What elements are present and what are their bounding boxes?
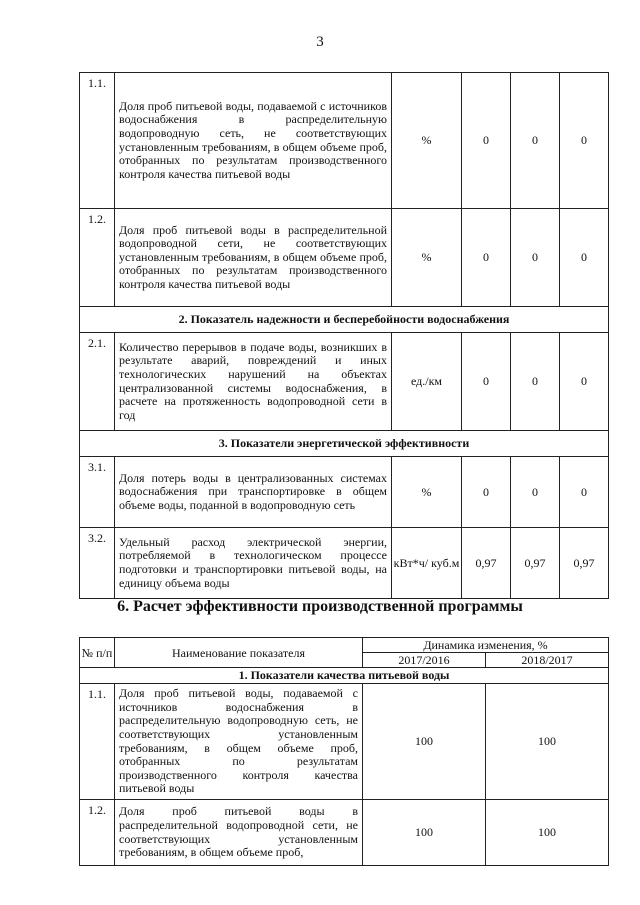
value-cell: 0 xyxy=(560,457,609,528)
header-dynamics: Динамика изменения, % xyxy=(363,638,609,653)
section-title: 2. Показатель надежности и бесперебойности водоснабжения xyxy=(80,307,609,333)
value-cell: 0 xyxy=(560,209,609,307)
unit-cell: % xyxy=(392,457,462,528)
header-row xyxy=(80,638,609,653)
table-row xyxy=(80,209,609,307)
value-cell: 100 xyxy=(363,800,486,866)
value-cell: 0 xyxy=(462,73,511,209)
value-cell: 100 xyxy=(486,800,609,866)
section-row xyxy=(80,307,609,333)
row-number: 1.1. xyxy=(80,684,115,800)
value-cell: 100 xyxy=(486,684,609,800)
value-cell: 0 xyxy=(560,73,609,209)
unit-cell: % xyxy=(392,73,462,209)
header-name: Наименование показателя xyxy=(115,638,363,668)
section-row xyxy=(80,431,609,457)
section-title: 1. Показатели качества питьевой воды xyxy=(80,668,609,684)
table-row xyxy=(80,800,609,866)
indicators-table xyxy=(79,72,609,599)
table-row xyxy=(80,73,609,209)
indicator-name: Доля проб питьевой воды в распределительной водопроводной сети, не соответствующих установленным требованиям, в общем объеме проб, отобранных по результатам производственного контроля качества питьевой воды xyxy=(115,209,392,307)
header-year-2: 2018/2017 xyxy=(486,653,609,668)
value-cell: 0 xyxy=(511,209,560,307)
row-number: 3.1. xyxy=(80,457,115,528)
row-number: 3.2. xyxy=(80,528,115,599)
value-cell: 0 xyxy=(462,333,511,431)
section-heading: 6. Расчет эффективности производственной программы xyxy=(117,598,523,615)
table-row xyxy=(80,457,609,528)
header-number: № п/п xyxy=(80,638,115,668)
value-cell: 0 xyxy=(462,209,511,307)
table-row xyxy=(80,684,609,800)
indicator-name: Доля проб питьевой воды в распределительной водопроводной сети, не соответствующих установленным требованиям, в общем объеме проб, xyxy=(115,800,363,866)
indicator-name: Удельный расход электрической энергии, потребляемой в технологическом процессе подготовки и транспортировки питьевой воды, на единицу объема воды xyxy=(115,528,392,599)
unit-cell: % xyxy=(392,209,462,307)
indicator-name: Доля потерь воды в централизованных системах водоснабжения при транспортировке в общем объеме воды, поданной в водопроводную сеть xyxy=(115,457,392,528)
header-year-1: 2017/2016 xyxy=(363,653,486,668)
unit-cell: кВт*ч/ куб.м xyxy=(392,528,462,599)
row-number: 1.2. xyxy=(80,209,115,307)
table-row xyxy=(80,528,609,599)
section-row xyxy=(80,668,609,684)
section-title: 3. Показатели энергетической эффективности xyxy=(80,431,609,457)
value-cell: 0 xyxy=(511,73,560,209)
row-number: 1.1. xyxy=(80,73,115,209)
value-cell: 0 xyxy=(511,457,560,528)
value-cell: 0,97 xyxy=(560,528,609,599)
value-cell: 0 xyxy=(511,333,560,431)
value-cell: 0 xyxy=(462,457,511,528)
unit-cell: ед./км xyxy=(392,333,462,431)
indicator-name: Количество перерывов в подаче воды, возникших в результате аварий, повреждений и иных технологических нарушений на объектах централизованной системы водоснабжения, в расчете на протяженность водопроводной сети в год xyxy=(115,333,392,431)
value-cell: 0,97 xyxy=(462,528,511,599)
row-number: 1.2. xyxy=(80,800,115,866)
page-number: 3 xyxy=(316,34,324,50)
efficiency-table xyxy=(79,637,609,866)
row-number: 2.1. xyxy=(80,333,115,431)
table-row xyxy=(80,333,609,431)
indicator-name: Доля проб питьевой воды, подаваемой с источников водоснабжения в распределительную водопроводную сеть, не соответствующих установленным требованиям, в общем объеме проб, отобранных по результатам производственного контроля качества питьевой воды xyxy=(115,73,392,209)
value-cell: 0,97 xyxy=(511,528,560,599)
value-cell: 100 xyxy=(363,684,486,800)
value-cell: 0 xyxy=(560,333,609,431)
indicator-name: Доля проб питьевой воды, подаваемой с источников водоснабжения в распределительную водопроводную сеть, не соответствующих установленным требованиям, в общем объеме проб, отобранных по результатам производственного контроля качества питьевой воды xyxy=(115,684,363,800)
